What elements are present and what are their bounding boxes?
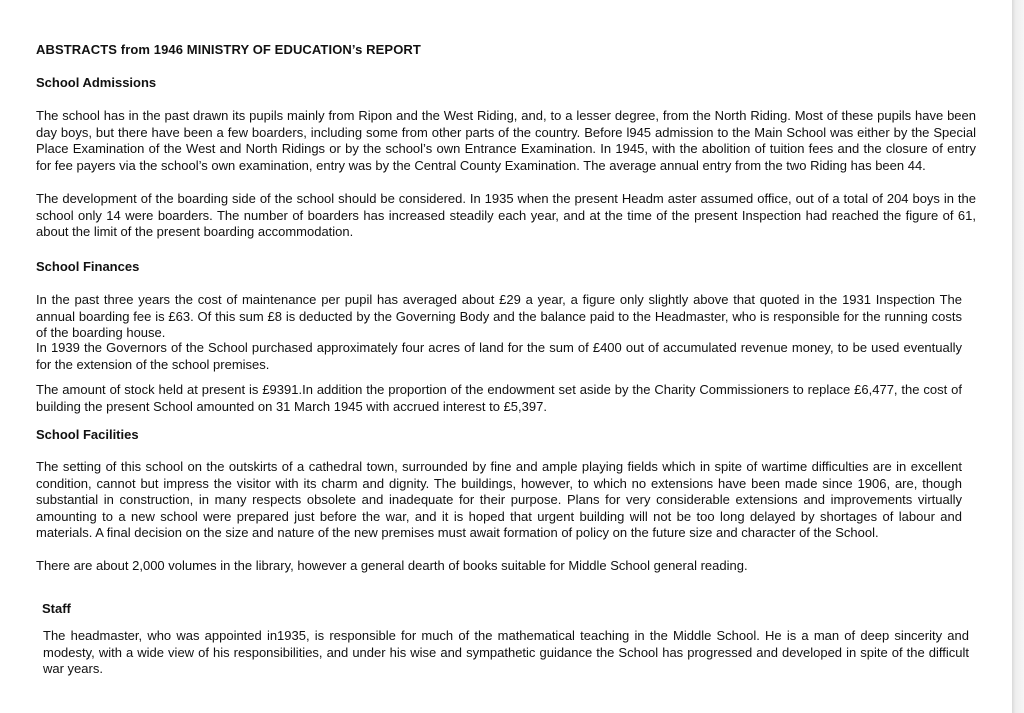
- page-edge-shadow: [1012, 0, 1024, 713]
- section-heading-facilities: School Facilities: [36, 427, 139, 442]
- finances-paragraph-3: The amount of stock held at present is £9391.In addition the proportion of the endowment set aside by the Charity Commissioners to replace £6,477, the cost of building the present School amounted on 31 March 1945 with accrued interest to £5,397.: [36, 382, 962, 414]
- facilities-paragraph-1: The setting of this school on the outskirts of a cathedral town, surrounded by fine and ample playing fields which in spite of wartime difficulties are in excellent condition, cannot but impress the visitor with its charm and dignity. The buildings, however, to which no extensions have been made since 1906, are, though substantial in construction, in many respects obsolete and inadequate for their purpose. Plans for very considerable extensions and improvements virtually amounting to a new school were prepared just before the war, and it is hoped that urgent building will not be too long delayed by shortages of labour and materials. A final decision on the size and nature of the new premises must await formation of policy on the future size and character of the School.: [36, 459, 962, 541]
- document-title: ABSTRACTS from 1946 MINISTRY OF EDUCATION’s REPORT: [36, 42, 421, 57]
- admissions-paragraph-1: The school has in the past drawn its pupils mainly from Ripon and the West Riding, and, to a lesser degree, from the North Riding. Most of these pupils have been day boys, but there have been a few boarders, including some from other parts of the country. Before l945 admission to the Main School was either by the Special Place Examination of the West and North Ridings or by the school’s own Entrance Examination. In 1945, with the abolition of tuition fees and the closure of entry for fee payers via the school’s own examination, entry was by the Central County Examination. The average annual entry from the two Riding has been 44.: [36, 108, 976, 173]
- finances-paragraph-1: In the past three years the cost of maintenance per pupil has averaged about £29 a year, a figure only slightly above that quoted in the 1931 Inspection The annual boarding fee is £63. Of this sum £8 is deducted by the Governing Body and the balance paid to the Headmaster, who is responsible for the running costs of the boarding house.: [36, 292, 962, 341]
- staff-paragraph-1: The headmaster, who was appointed in1935, is responsible for much of the mathematical teaching in the Middle School. He is a man of deep sincerity and modesty, with a wide view of his responsibilities, and under his wise and sympathetic guidance the School has progressed and developed in spite of the difficult war years.: [43, 628, 969, 677]
- section-heading-admissions: School Admissions: [36, 75, 157, 90]
- admissions-paragraph-2: The development of the boarding side of the school should be considered. In 1935 when the present Headm aster assumed office, out of a total of 204 boys in the school only 14 were boarders. The number of boarders has increased steadily each year, and at the time of the present Inspection had reached the figure of 61, about the limit of the present boarding accommodation.: [36, 191, 976, 240]
- facilities-paragraph-2: There are about 2,000 volumes in the library, however a general dearth of books suitable for Middle School general reading.: [36, 558, 748, 573]
- section-heading-finances: School Finances: [36, 259, 140, 274]
- section-heading-staff: Staff: [42, 601, 71, 616]
- finances-paragraph-2: In 1939 the Governors of the School purchased approximately four acres of land for the sum of £400 out of accumulated revenue money, to be used eventually for the extension of the school premises.: [36, 340, 962, 372]
